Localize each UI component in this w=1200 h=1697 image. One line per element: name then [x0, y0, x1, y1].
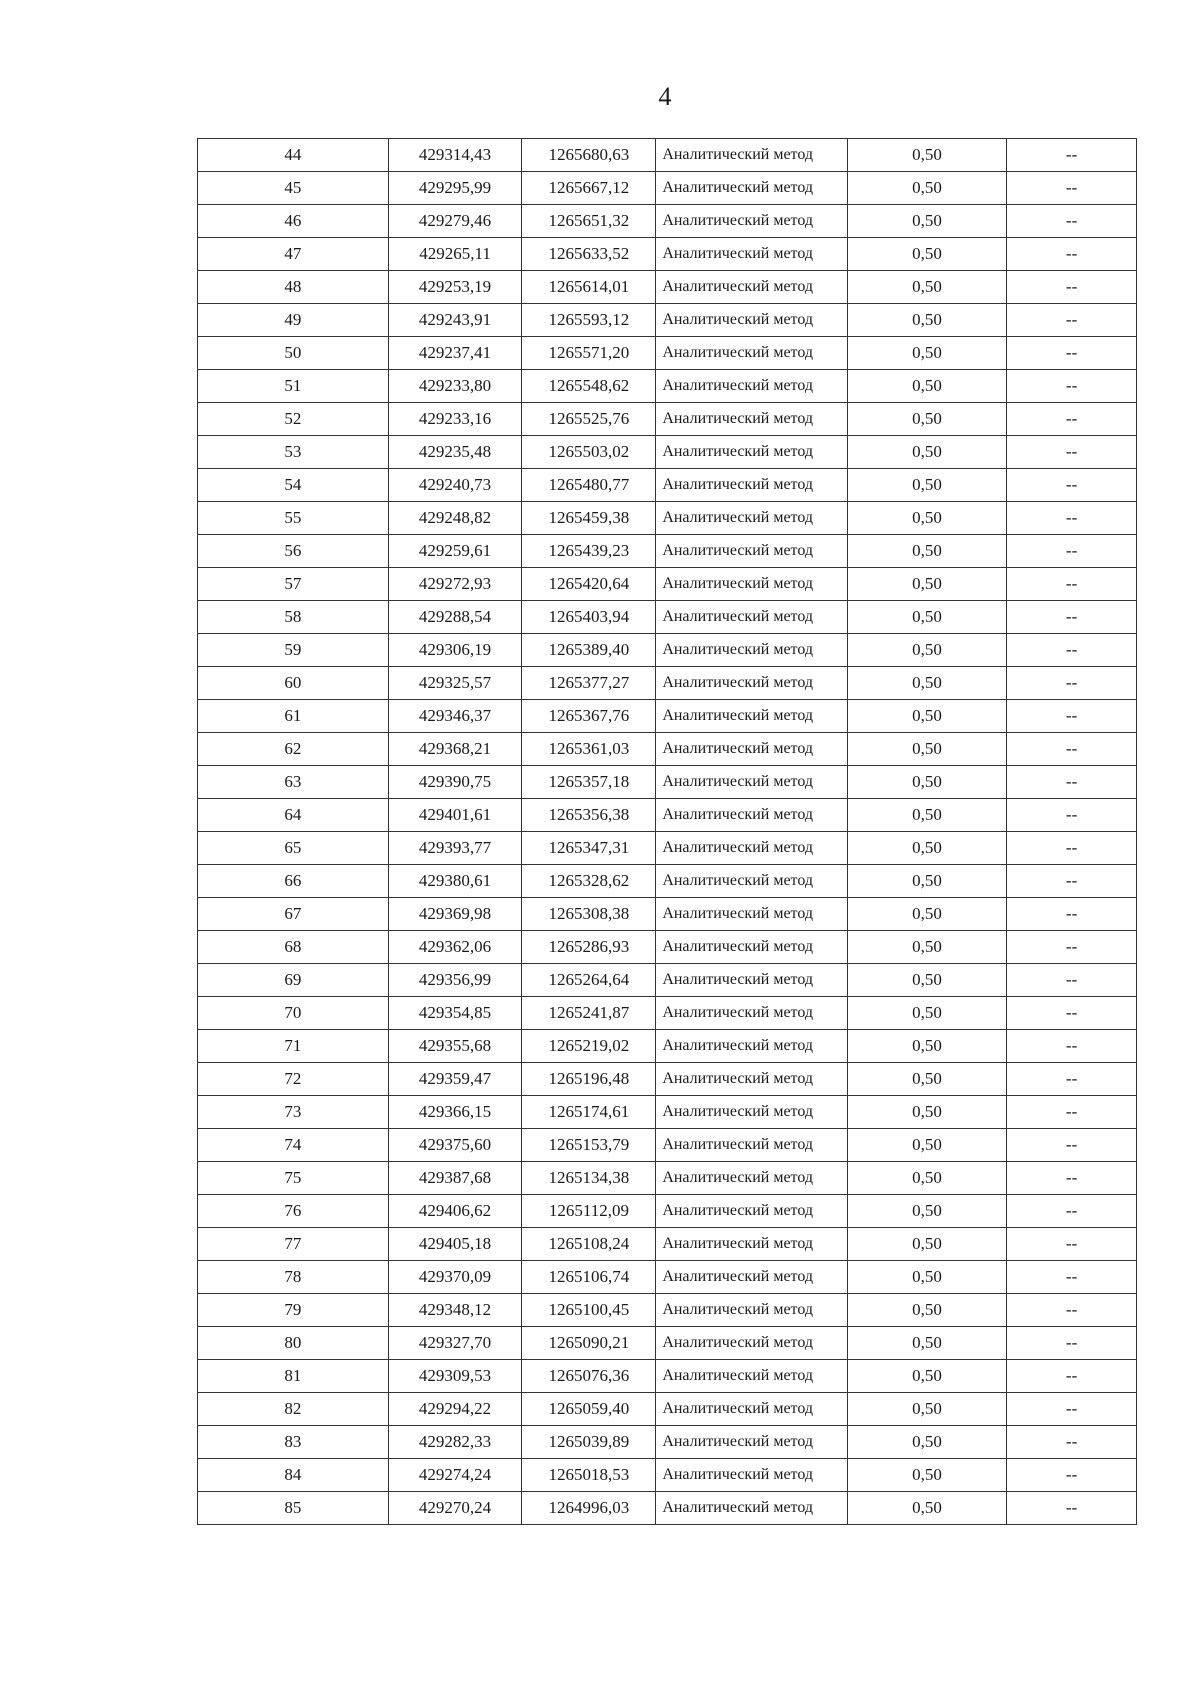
- accuracy-cell: 0,50: [847, 700, 1006, 733]
- x-coordinate-cell: 429406,62: [388, 1195, 522, 1228]
- y-coordinate-cell: 1265328,62: [522, 865, 656, 898]
- accuracy-cell: 0,50: [847, 1426, 1006, 1459]
- point-number-cell: 85: [198, 1492, 389, 1525]
- y-coordinate-cell: 1265593,12: [522, 304, 656, 337]
- method-cell: Аналитический метод: [656, 403, 848, 436]
- y-coordinate-cell: 1265571,20: [522, 337, 656, 370]
- x-coordinate-cell: 429354,85: [388, 997, 522, 1030]
- method-cell: Аналитический метод: [656, 1393, 848, 1426]
- method-cell: Аналитический метод: [656, 1327, 848, 1360]
- table-row: [198, 1492, 1137, 1525]
- point-number-cell: 46: [198, 205, 389, 238]
- table-row: [198, 634, 1137, 667]
- table-row: [198, 1261, 1137, 1294]
- x-coordinate-cell: 429248,82: [388, 502, 522, 535]
- accuracy-cell: 0,50: [847, 337, 1006, 370]
- x-coordinate-cell: 429375,60: [388, 1129, 522, 1162]
- method-cell: Аналитический метод: [656, 964, 848, 997]
- x-coordinate-cell: 429279,46: [388, 205, 522, 238]
- point-number-cell: 59: [198, 634, 389, 667]
- method-cell: Аналитический метод: [656, 304, 848, 337]
- point-number-cell: 44: [198, 139, 389, 172]
- note-cell: --: [1007, 535, 1137, 568]
- y-coordinate-cell: 1265420,64: [522, 568, 656, 601]
- table-row: [198, 1162, 1137, 1195]
- note-cell: --: [1007, 1030, 1137, 1063]
- point-number-cell: 51: [198, 370, 389, 403]
- point-number-cell: 55: [198, 502, 389, 535]
- y-coordinate-cell: 1265286,93: [522, 931, 656, 964]
- table-row: [198, 469, 1137, 502]
- x-coordinate-cell: 429325,57: [388, 667, 522, 700]
- method-cell: Аналитический метод: [656, 502, 848, 535]
- y-coordinate-cell: 1265219,02: [522, 1030, 656, 1063]
- table-row: [198, 436, 1137, 469]
- method-cell: Аналитический метод: [656, 997, 848, 1030]
- accuracy-cell: 0,50: [847, 1129, 1006, 1162]
- y-coordinate-cell: 1265357,18: [522, 766, 656, 799]
- note-cell: --: [1007, 370, 1137, 403]
- method-cell: Аналитический метод: [656, 1030, 848, 1063]
- x-coordinate-cell: 429282,33: [388, 1426, 522, 1459]
- table-row: [198, 502, 1137, 535]
- x-coordinate-cell: 429270,24: [388, 1492, 522, 1525]
- x-coordinate-cell: 429366,15: [388, 1096, 522, 1129]
- accuracy-cell: 0,50: [847, 238, 1006, 271]
- table-row: [198, 931, 1137, 964]
- y-coordinate-cell: 1265548,62: [522, 370, 656, 403]
- method-cell: Аналитический метод: [656, 634, 848, 667]
- method-cell: Аналитический метод: [656, 1459, 848, 1492]
- x-coordinate-cell: 429294,22: [388, 1393, 522, 1426]
- note-cell: --: [1007, 1492, 1137, 1525]
- method-cell: Аналитический метод: [656, 766, 848, 799]
- note-cell: --: [1007, 931, 1137, 964]
- accuracy-cell: 0,50: [847, 799, 1006, 832]
- note-cell: --: [1007, 667, 1137, 700]
- method-cell: Аналитический метод: [656, 1063, 848, 1096]
- y-coordinate-cell: 1265361,03: [522, 733, 656, 766]
- y-coordinate-cell: 1265112,09: [522, 1195, 656, 1228]
- y-coordinate-cell: 1265525,76: [522, 403, 656, 436]
- note-cell: --: [1007, 799, 1137, 832]
- method-cell: Аналитический метод: [656, 1228, 848, 1261]
- point-number-cell: 72: [198, 1063, 389, 1096]
- accuracy-cell: 0,50: [847, 1063, 1006, 1096]
- y-coordinate-cell: 1265377,27: [522, 667, 656, 700]
- accuracy-cell: 0,50: [847, 535, 1006, 568]
- y-coordinate-cell: 1265503,02: [522, 436, 656, 469]
- x-coordinate-cell: 429265,11: [388, 238, 522, 271]
- point-number-cell: 50: [198, 337, 389, 370]
- note-cell: --: [1007, 1294, 1137, 1327]
- point-number-cell: 75: [198, 1162, 389, 1195]
- note-cell: --: [1007, 1459, 1137, 1492]
- point-number-cell: 70: [198, 997, 389, 1030]
- accuracy-cell: 0,50: [847, 1360, 1006, 1393]
- table-row: [198, 1228, 1137, 1261]
- x-coordinate-cell: 429369,98: [388, 898, 522, 931]
- table-row: [198, 337, 1137, 370]
- point-number-cell: 69: [198, 964, 389, 997]
- note-cell: --: [1007, 469, 1137, 502]
- method-cell: Аналитический метод: [656, 139, 848, 172]
- y-coordinate-cell: 1265680,63: [522, 139, 656, 172]
- y-coordinate-cell: 1265039,89: [522, 1426, 656, 1459]
- point-number-cell: 48: [198, 271, 389, 304]
- method-cell: Аналитический метод: [656, 1096, 848, 1129]
- point-number-cell: 76: [198, 1195, 389, 1228]
- table-row: [198, 601, 1137, 634]
- x-coordinate-cell: 429243,91: [388, 304, 522, 337]
- note-cell: --: [1007, 634, 1137, 667]
- note-cell: --: [1007, 832, 1137, 865]
- x-coordinate-cell: 429259,61: [388, 535, 522, 568]
- accuracy-cell: 0,50: [847, 733, 1006, 766]
- method-cell: Аналитический метод: [656, 799, 848, 832]
- note-cell: --: [1007, 1129, 1137, 1162]
- x-coordinate-cell: 429359,47: [388, 1063, 522, 1096]
- note-cell: --: [1007, 436, 1137, 469]
- method-cell: Аналитический метод: [656, 1195, 848, 1228]
- point-number-cell: 68: [198, 931, 389, 964]
- note-cell: --: [1007, 502, 1137, 535]
- x-coordinate-cell: 429355,68: [388, 1030, 522, 1063]
- x-coordinate-cell: 429233,80: [388, 370, 522, 403]
- note-cell: --: [1007, 1096, 1137, 1129]
- x-coordinate-cell: 429240,73: [388, 469, 522, 502]
- y-coordinate-cell: 1265090,21: [522, 1327, 656, 1360]
- accuracy-cell: 0,50: [847, 1492, 1006, 1525]
- method-cell: Аналитический метод: [656, 370, 848, 403]
- accuracy-cell: 0,50: [847, 1162, 1006, 1195]
- page-number: 4: [658, 82, 672, 111]
- note-cell: --: [1007, 139, 1137, 172]
- note-cell: --: [1007, 964, 1137, 997]
- method-cell: Аналитический метод: [656, 337, 848, 370]
- x-coordinate-cell: 429237,41: [388, 337, 522, 370]
- method-cell: Аналитический метод: [656, 535, 848, 568]
- x-coordinate-cell: 429393,77: [388, 832, 522, 865]
- note-cell: --: [1007, 403, 1137, 436]
- note-cell: --: [1007, 997, 1137, 1030]
- accuracy-cell: 0,50: [847, 1228, 1006, 1261]
- accuracy-cell: 0,50: [847, 205, 1006, 238]
- point-number-cell: 73: [198, 1096, 389, 1129]
- method-cell: Аналитический метод: [656, 1360, 848, 1393]
- y-coordinate-cell: 1265667,12: [522, 172, 656, 205]
- note-cell: --: [1007, 568, 1137, 601]
- point-number-cell: 78: [198, 1261, 389, 1294]
- method-cell: Аналитический метод: [656, 1162, 848, 1195]
- accuracy-cell: 0,50: [847, 964, 1006, 997]
- table-row: [198, 271, 1137, 304]
- method-cell: Аналитический метод: [656, 700, 848, 733]
- y-coordinate-cell: 1265356,38: [522, 799, 656, 832]
- point-number-cell: 83: [198, 1426, 389, 1459]
- point-number-cell: 60: [198, 667, 389, 700]
- accuracy-cell: 0,50: [847, 403, 1006, 436]
- point-number-cell: 74: [198, 1129, 389, 1162]
- table-row: [198, 1393, 1137, 1426]
- point-number-cell: 71: [198, 1030, 389, 1063]
- table-row: [198, 1063, 1137, 1096]
- table-row: [198, 172, 1137, 205]
- accuracy-cell: 0,50: [847, 898, 1006, 931]
- note-cell: --: [1007, 733, 1137, 766]
- point-number-cell: 45: [198, 172, 389, 205]
- x-coordinate-cell: 429356,99: [388, 964, 522, 997]
- y-coordinate-cell: 1265174,61: [522, 1096, 656, 1129]
- accuracy-cell: 0,50: [847, 1195, 1006, 1228]
- point-number-cell: 52: [198, 403, 389, 436]
- y-coordinate-cell: 1265403,94: [522, 601, 656, 634]
- point-number-cell: 58: [198, 601, 389, 634]
- table-row: [198, 766, 1137, 799]
- table-row: [198, 700, 1137, 733]
- accuracy-cell: 0,50: [847, 1294, 1006, 1327]
- note-cell: --: [1007, 601, 1137, 634]
- table-row: [198, 205, 1137, 238]
- accuracy-cell: 0,50: [847, 601, 1006, 634]
- note-cell: --: [1007, 172, 1137, 205]
- table-row: [198, 997, 1137, 1030]
- accuracy-cell: 0,50: [847, 997, 1006, 1030]
- point-number-cell: 62: [198, 733, 389, 766]
- note-cell: --: [1007, 271, 1137, 304]
- method-cell: Аналитический метод: [656, 238, 848, 271]
- accuracy-cell: 0,50: [847, 139, 1006, 172]
- accuracy-cell: 0,50: [847, 1261, 1006, 1294]
- table-row: [198, 238, 1137, 271]
- x-coordinate-cell: 429390,75: [388, 766, 522, 799]
- point-number-cell: 53: [198, 436, 389, 469]
- accuracy-cell: 0,50: [847, 568, 1006, 601]
- x-coordinate-cell: 429405,18: [388, 1228, 522, 1261]
- accuracy-cell: 0,50: [847, 172, 1006, 205]
- table-row: [198, 1426, 1137, 1459]
- table-row: [198, 1129, 1137, 1162]
- x-coordinate-cell: 429306,19: [388, 634, 522, 667]
- method-cell: Аналитический метод: [656, 172, 848, 205]
- y-coordinate-cell: 1265651,32: [522, 205, 656, 238]
- table-row: [198, 535, 1137, 568]
- point-number-cell: 49: [198, 304, 389, 337]
- x-coordinate-cell: 429387,68: [388, 1162, 522, 1195]
- x-coordinate-cell: 429348,12: [388, 1294, 522, 1327]
- y-coordinate-cell: 1265389,40: [522, 634, 656, 667]
- method-cell: Аналитический метод: [656, 1129, 848, 1162]
- method-cell: Аналитический метод: [656, 733, 848, 766]
- accuracy-cell: 0,50: [847, 271, 1006, 304]
- y-coordinate-cell: 1265134,38: [522, 1162, 656, 1195]
- point-number-cell: 81: [198, 1360, 389, 1393]
- x-coordinate-cell: 429309,53: [388, 1360, 522, 1393]
- y-coordinate-cell: 1265480,77: [522, 469, 656, 502]
- y-coordinate-cell: 1265459,38: [522, 502, 656, 535]
- table-row: [198, 1294, 1137, 1327]
- table-row: [198, 568, 1137, 601]
- coordinates-table: [197, 138, 1137, 1525]
- y-coordinate-cell: 1265059,40: [522, 1393, 656, 1426]
- note-cell: --: [1007, 1426, 1137, 1459]
- accuracy-cell: 0,50: [847, 502, 1006, 535]
- table-row: [198, 1327, 1137, 1360]
- table-row: [198, 1459, 1137, 1492]
- note-cell: --: [1007, 205, 1137, 238]
- accuracy-cell: 0,50: [847, 667, 1006, 700]
- accuracy-cell: 0,50: [847, 304, 1006, 337]
- table-row: [198, 832, 1137, 865]
- point-number-cell: 47: [198, 238, 389, 271]
- method-cell: Аналитический метод: [656, 832, 848, 865]
- method-cell: Аналитический метод: [656, 271, 848, 304]
- x-coordinate-cell: 429288,54: [388, 601, 522, 634]
- point-number-cell: 61: [198, 700, 389, 733]
- x-coordinate-cell: 429346,37: [388, 700, 522, 733]
- table-row: [198, 370, 1137, 403]
- accuracy-cell: 0,50: [847, 1030, 1006, 1063]
- method-cell: Аналитический метод: [656, 1426, 848, 1459]
- x-coordinate-cell: 429327,70: [388, 1327, 522, 1360]
- method-cell: Аналитический метод: [656, 469, 848, 502]
- y-coordinate-cell: 1265153,79: [522, 1129, 656, 1162]
- accuracy-cell: 0,50: [847, 634, 1006, 667]
- table-row: [198, 304, 1137, 337]
- table-row: [198, 733, 1137, 766]
- x-coordinate-cell: 429272,93: [388, 568, 522, 601]
- note-cell: --: [1007, 898, 1137, 931]
- method-cell: Аналитический метод: [656, 568, 848, 601]
- table-row: [198, 667, 1137, 700]
- point-number-cell: 65: [198, 832, 389, 865]
- method-cell: Аналитический метод: [656, 205, 848, 238]
- table-row: [198, 964, 1137, 997]
- table-row: [198, 403, 1137, 436]
- note-cell: --: [1007, 1393, 1137, 1426]
- accuracy-cell: 0,50: [847, 469, 1006, 502]
- y-coordinate-cell: 1265264,64: [522, 964, 656, 997]
- x-coordinate-cell: 429380,61: [388, 865, 522, 898]
- table-row: [198, 799, 1137, 832]
- point-number-cell: 77: [198, 1228, 389, 1261]
- note-cell: --: [1007, 1360, 1137, 1393]
- note-cell: --: [1007, 766, 1137, 799]
- table-row: [198, 898, 1137, 931]
- coordinates-table-body: [198, 139, 1137, 1525]
- table-row: [198, 139, 1137, 172]
- point-number-cell: 67: [198, 898, 389, 931]
- x-coordinate-cell: 429233,16: [388, 403, 522, 436]
- y-coordinate-cell: 1265367,76: [522, 700, 656, 733]
- table-row: [198, 1030, 1137, 1063]
- note-cell: --: [1007, 337, 1137, 370]
- table-row: [198, 865, 1137, 898]
- accuracy-cell: 0,50: [847, 832, 1006, 865]
- y-coordinate-cell: 1265018,53: [522, 1459, 656, 1492]
- point-number-cell: 80: [198, 1327, 389, 1360]
- method-cell: Аналитический метод: [656, 865, 848, 898]
- method-cell: Аналитический метод: [656, 1294, 848, 1327]
- y-coordinate-cell: 1265308,38: [522, 898, 656, 931]
- method-cell: Аналитический метод: [656, 667, 848, 700]
- method-cell: Аналитический метод: [656, 436, 848, 469]
- x-coordinate-cell: 429362,06: [388, 931, 522, 964]
- note-cell: --: [1007, 1195, 1137, 1228]
- table-row: [198, 1096, 1137, 1129]
- note-cell: --: [1007, 1327, 1137, 1360]
- x-coordinate-cell: 429314,43: [388, 139, 522, 172]
- y-coordinate-cell: 1265241,87: [522, 997, 656, 1030]
- note-cell: --: [1007, 304, 1137, 337]
- note-cell: --: [1007, 700, 1137, 733]
- y-coordinate-cell: 1265106,74: [522, 1261, 656, 1294]
- x-coordinate-cell: 429370,09: [388, 1261, 522, 1294]
- x-coordinate-cell: 429401,61: [388, 799, 522, 832]
- x-coordinate-cell: 429368,21: [388, 733, 522, 766]
- accuracy-cell: 0,50: [847, 1459, 1006, 1492]
- method-cell: Аналитический метод: [656, 931, 848, 964]
- x-coordinate-cell: 429295,99: [388, 172, 522, 205]
- note-cell: --: [1007, 1261, 1137, 1294]
- accuracy-cell: 0,50: [847, 1393, 1006, 1426]
- y-coordinate-cell: 1265076,36: [522, 1360, 656, 1393]
- method-cell: Аналитический метод: [656, 601, 848, 634]
- point-number-cell: 79: [198, 1294, 389, 1327]
- y-coordinate-cell: 1265614,01: [522, 271, 656, 304]
- note-cell: --: [1007, 1162, 1137, 1195]
- y-coordinate-cell: 1265196,48: [522, 1063, 656, 1096]
- accuracy-cell: 0,50: [847, 766, 1006, 799]
- note-cell: --: [1007, 1228, 1137, 1261]
- y-coordinate-cell: 1265439,23: [522, 535, 656, 568]
- method-cell: Аналитический метод: [656, 898, 848, 931]
- point-number-cell: 66: [198, 865, 389, 898]
- y-coordinate-cell: 1264996,03: [522, 1492, 656, 1525]
- accuracy-cell: 0,50: [847, 370, 1006, 403]
- y-coordinate-cell: 1265108,24: [522, 1228, 656, 1261]
- x-coordinate-cell: 429253,19: [388, 271, 522, 304]
- point-number-cell: 84: [198, 1459, 389, 1492]
- point-number-cell: 54: [198, 469, 389, 502]
- point-number-cell: 56: [198, 535, 389, 568]
- note-cell: --: [1007, 1063, 1137, 1096]
- accuracy-cell: 0,50: [847, 1327, 1006, 1360]
- accuracy-cell: 0,50: [847, 1096, 1006, 1129]
- point-number-cell: 63: [198, 766, 389, 799]
- accuracy-cell: 0,50: [847, 436, 1006, 469]
- note-cell: --: [1007, 238, 1137, 271]
- table-row: [198, 1360, 1137, 1393]
- table-row: [198, 1195, 1137, 1228]
- accuracy-cell: 0,50: [847, 865, 1006, 898]
- y-coordinate-cell: 1265633,52: [522, 238, 656, 271]
- point-number-cell: 82: [198, 1393, 389, 1426]
- y-coordinate-cell: 1265100,45: [522, 1294, 656, 1327]
- point-number-cell: 64: [198, 799, 389, 832]
- note-cell: --: [1007, 865, 1137, 898]
- accuracy-cell: 0,50: [847, 931, 1006, 964]
- x-coordinate-cell: 429274,24: [388, 1459, 522, 1492]
- method-cell: Аналитический метод: [656, 1261, 848, 1294]
- y-coordinate-cell: 1265347,31: [522, 832, 656, 865]
- x-coordinate-cell: 429235,48: [388, 436, 522, 469]
- point-number-cell: 57: [198, 568, 389, 601]
- method-cell: Аналитический метод: [656, 1492, 848, 1525]
